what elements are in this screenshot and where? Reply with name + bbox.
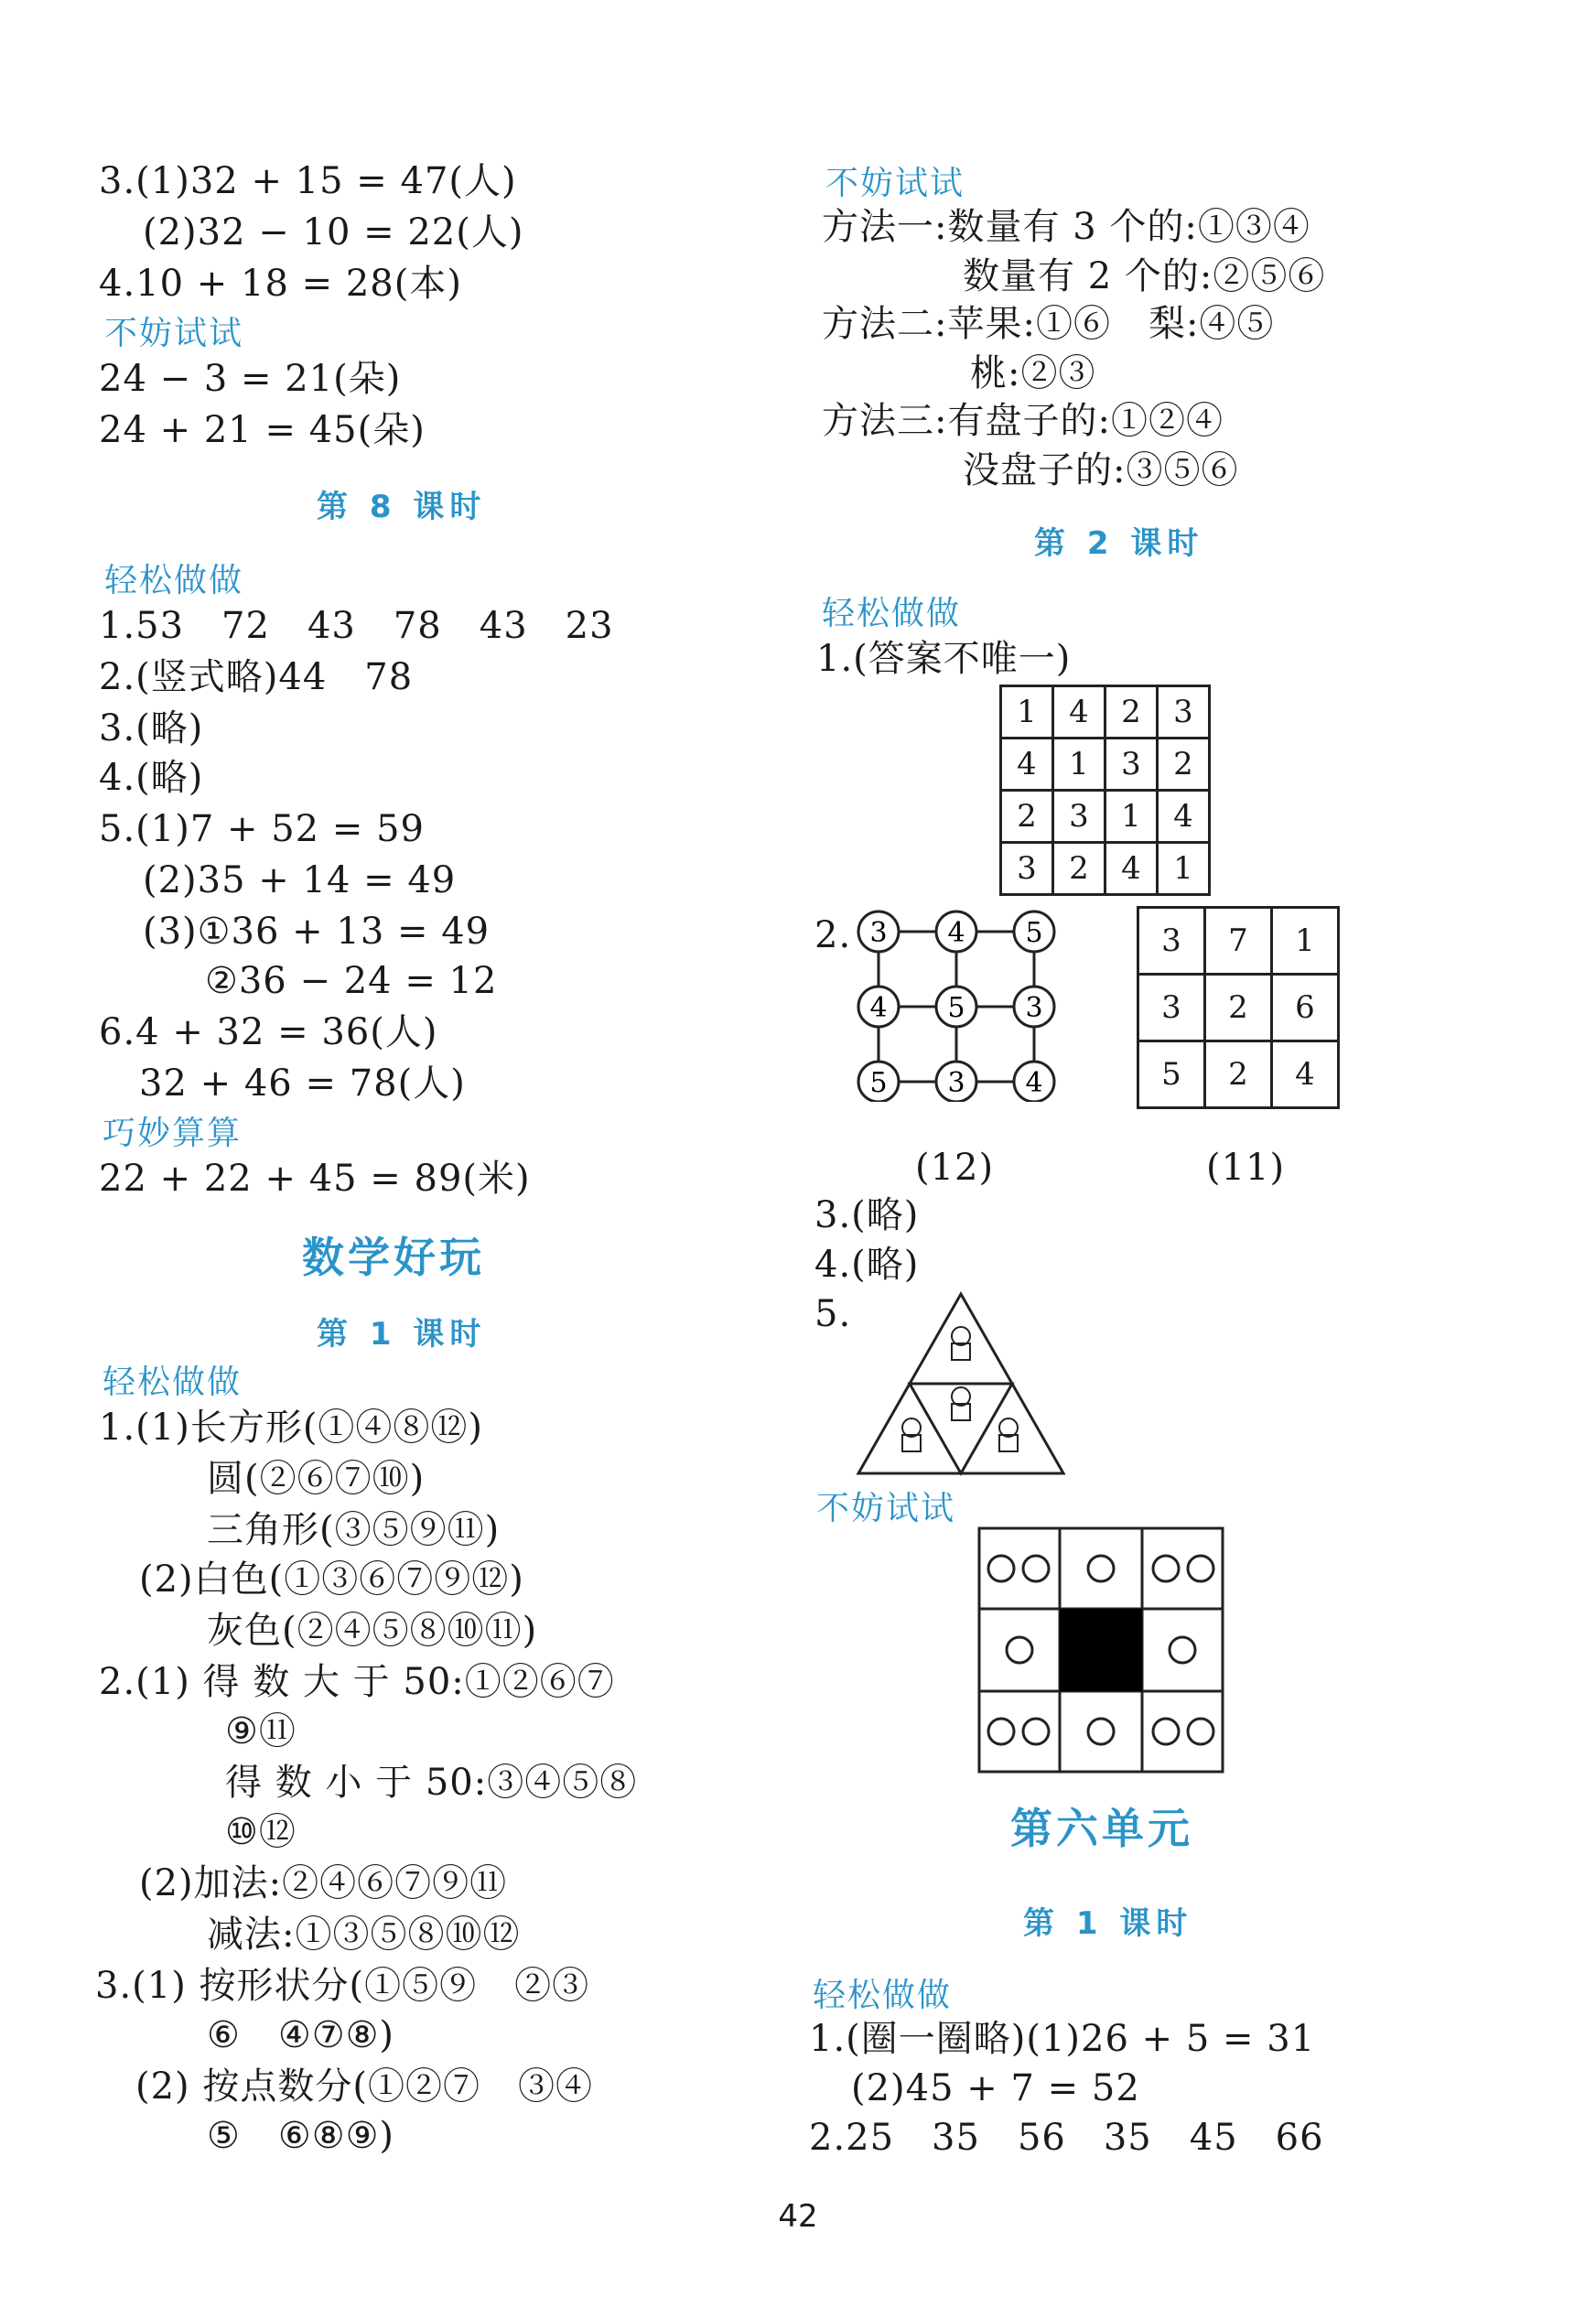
- answer-line: (2)32 − 10 = 22(人): [143, 211, 524, 253]
- answer-line: 1.(答案不唯一): [816, 638, 1072, 680]
- grid-cell: 3: [1138, 975, 1205, 1041]
- answer-line: 1.53 72 43 78 43 23: [99, 605, 614, 647]
- answer-line: 2.25 35 56 35 45 66: [809, 2117, 1324, 2159]
- grid-cell: 1: [1105, 791, 1158, 843]
- lesson-title: 第 8 课时: [317, 489, 487, 525]
- answer-line: 圆(②⑥⑦⑩): [207, 1458, 426, 1500]
- answer-line: 1.(圈一圈略)(1)26 + 5 = 31: [809, 2018, 1316, 2060]
- answer-line: (2)加法:②④⑥⑦⑨⑪: [139, 1862, 508, 1904]
- lesson-title: 第 1 课时: [317, 1316, 487, 1353]
- answer-line: (2)白色(①③⑥⑦⑨⑫): [139, 1558, 524, 1601]
- svg-text:4: 4: [1025, 1067, 1043, 1099]
- grid-cell: 1: [1001, 686, 1053, 739]
- grid-cell: 2: [1205, 1041, 1272, 1108]
- flower-pot-icon: [952, 1327, 970, 1360]
- answer-line: ⑩⑫: [225, 1811, 297, 1853]
- unit-title: 第六单元: [1010, 1804, 1193, 1853]
- answer-line: (2)45 + 7 = 52: [851, 2067, 1140, 2109]
- answer-line: (3)①36 + 13 = 49: [143, 911, 491, 953]
- grid-cell: 1: [1053, 739, 1105, 791]
- answer-line: 22 + 22 + 45 = 89(米): [99, 1158, 531, 1200]
- network-node: [858, 987, 899, 1027]
- section-heading: 轻松做做: [102, 1364, 243, 1401]
- section-heading: 轻松做做: [104, 562, 244, 599]
- svg-text:3: 3: [1025, 992, 1043, 1024]
- section-heading: 不妨试试: [816, 1490, 956, 1527]
- lesson-title: 第 1 课时: [1023, 1905, 1193, 1942]
- grid-cell: 3: [1001, 843, 1053, 895]
- answer-line: 24 − 3 = 21(朵): [99, 358, 402, 400]
- answer-line: 2.: [814, 914, 852, 956]
- section-heading: 不妨试试: [104, 315, 244, 352]
- answer-line: 灰色(②④⑤⑧⑩⑪): [207, 1610, 538, 1652]
- grid-caption: (12): [915, 1147, 995, 1189]
- grid-cell: 1: [1272, 908, 1339, 975]
- number-grid-4x4: [999, 685, 1211, 896]
- answer-line: 5.(1)7 + 52 = 59: [99, 808, 425, 850]
- grid-cell: 7: [1205, 908, 1272, 975]
- network-node: [1014, 911, 1054, 952]
- network-node: [858, 1062, 899, 1102]
- grid-cell: 3: [1158, 686, 1210, 739]
- answer-line: ⑥ ④⑦⑧): [207, 2014, 395, 2056]
- section-heading: 轻松做做: [813, 1977, 953, 2014]
- network-node: [858, 911, 899, 952]
- unit-title: 数学好玩: [302, 1233, 485, 1282]
- answer-line: 方法二:苹果:①⑥ 梨:④⑤: [822, 303, 1275, 345]
- page-number: 42: [778, 2198, 818, 2235]
- grid-cell: 2: [1105, 686, 1158, 739]
- network-node: [936, 911, 976, 952]
- grid-cell: 4: [1105, 843, 1158, 895]
- grid-caption: (11): [1206, 1147, 1286, 1189]
- svg-text:5: 5: [1025, 917, 1043, 949]
- network-node: [936, 987, 976, 1027]
- answer-line: 3.(略): [99, 707, 204, 749]
- answer-line: 4.10 + 18 = 28(本): [99, 263, 462, 305]
- svg-text:5: 5: [869, 1067, 888, 1099]
- section-heading: 巧妙算算: [102, 1115, 243, 1152]
- section-heading: 不妨试试: [825, 165, 965, 202]
- answer-line: 方法一:数量有 3 个的:①③④: [822, 206, 1310, 248]
- svg-text:3: 3: [947, 1067, 965, 1099]
- triangle-flowerpot-diagram: [851, 1290, 1071, 1483]
- grid-cell: 4: [1158, 791, 1210, 843]
- grid-cell: 4: [1272, 1041, 1339, 1108]
- answer-line: ⑨⑪: [225, 1710, 297, 1752]
- answer-line: ②36 − 24 = 12: [205, 960, 498, 1002]
- answer-line: 减法:①③⑤⑧⑩⑫: [207, 1914, 521, 1956]
- svg-text:3: 3: [869, 917, 888, 949]
- network-node: [1014, 1062, 1054, 1102]
- answer-line: 桃:②③: [970, 352, 1096, 394]
- answer-line: 3.(1)32 + 15 = 47(人): [99, 160, 517, 202]
- answer-line: 24 + 21 = 45(朵): [99, 409, 426, 451]
- lesson-title: 第 2 课时: [1034, 525, 1204, 562]
- grid-cell: 2: [1205, 975, 1272, 1041]
- grid-cell: 1: [1158, 843, 1210, 895]
- grid-cell: 4: [1001, 739, 1053, 791]
- answer-line: 没盘子的:③⑤⑥: [963, 449, 1239, 491]
- grid-cell: 3: [1105, 739, 1158, 791]
- circle-number-network: [842, 900, 1062, 1102]
- grid-cell: 2: [1053, 843, 1105, 895]
- grid-cell: 4: [1053, 686, 1105, 739]
- answer-line: 数量有 2 个的:②⑤⑥: [963, 255, 1326, 297]
- answer-line: 三角形(③⑤⑨⑪): [207, 1509, 501, 1551]
- grid-cell: 2: [1158, 739, 1210, 791]
- answer-line: 2.(竖式略)44 78: [99, 656, 414, 698]
- answer-line: (2)35 + 14 = 49: [143, 859, 457, 901]
- answer-line: 得 数 小 于 50:③④⑤⑧: [225, 1762, 638, 1804]
- network-node: [936, 1062, 976, 1102]
- answer-line: 32 + 46 = 78(人): [139, 1062, 466, 1105]
- grid-cell: 2: [1001, 791, 1053, 843]
- circle-placement-grid: [977, 1526, 1226, 1775]
- answer-line: 1.(1)长方形(①④⑧⑫): [99, 1407, 484, 1449]
- flower-pot-icon: [952, 1387, 970, 1420]
- flower-pot-icon: [999, 1418, 1018, 1451]
- answer-line: 3.(1) 按形状分(①⑤⑨ ②③: [95, 1965, 590, 2007]
- number-grid-3x3: [1137, 906, 1340, 1109]
- answer-line: 6.4 + 32 = 36(人): [99, 1011, 438, 1053]
- section-heading: 轻松做做: [822, 595, 962, 632]
- svg-text:4: 4: [947, 917, 965, 949]
- grid-cell: 6: [1272, 975, 1339, 1041]
- svg-text:5: 5: [947, 992, 965, 1024]
- answer-line: ⑤ ⑥⑧⑨): [207, 2115, 395, 2157]
- answer-line: 4.(略): [99, 757, 204, 799]
- answer-line: 3.(略): [814, 1194, 920, 1236]
- answer-line: 方法三:有盘子的:①②④: [822, 400, 1224, 442]
- flower-pot-icon: [902, 1418, 921, 1451]
- grid-cell: 5: [1138, 1041, 1205, 1108]
- answer-line: 4.(略): [814, 1244, 920, 1286]
- answer-line: 2.(1) 得 数 大 于 50:①②⑥⑦: [99, 1661, 615, 1703]
- grid-cell: 3: [1138, 908, 1205, 975]
- svg-text:4: 4: [869, 992, 888, 1024]
- answer-line: (2) 按点数分(①②⑦ ③④: [135, 2065, 593, 2108]
- answer-line: 5.: [814, 1293, 852, 1335]
- grid-cell: 3: [1053, 791, 1105, 843]
- network-node: [1014, 987, 1054, 1027]
